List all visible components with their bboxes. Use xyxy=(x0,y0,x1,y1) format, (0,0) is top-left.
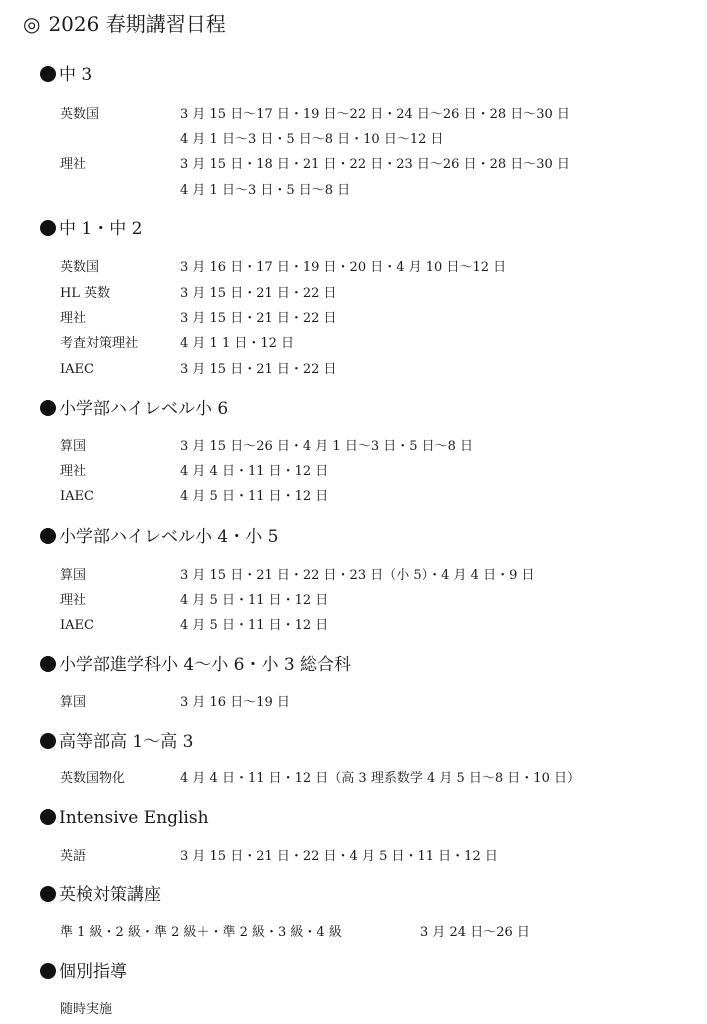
schedule-row xyxy=(60,104,700,126)
section-heading-text: 小学部進学科小 4〜小 6・小 3 総合科 xyxy=(59,655,352,675)
course-label: 算国 xyxy=(60,695,87,710)
schedule-row xyxy=(60,846,700,868)
schedule-dates: 3 月 15 日・21 日・22 日 xyxy=(180,286,337,301)
schedule-row xyxy=(60,257,700,279)
section-heading xyxy=(40,397,228,421)
schedule-dates: 4 月 1 日〜3 日・5 日〜8 日 xyxy=(180,183,351,198)
bullet-icon xyxy=(40,220,56,236)
schedule-row xyxy=(60,922,700,944)
schedule-row xyxy=(60,615,700,637)
schedule-dates: 3 月 15 日〜26 日・4 月 1 日〜3 日・5 日〜8 日 xyxy=(180,439,474,454)
section-heading-text: 英検対策講座 xyxy=(59,885,161,905)
schedule-dates: 3 月 24 日〜26 日 xyxy=(420,925,530,940)
course-label: 理社 xyxy=(60,464,87,479)
course-label: 算国 xyxy=(60,568,87,583)
bullet-icon xyxy=(40,733,56,749)
schedule-row xyxy=(60,129,700,151)
schedule-row xyxy=(60,180,700,202)
schedule-dates: 3 月 15 日〜17 日・19 日〜22 日・24 日〜26 日・28 日〜30 日 xyxy=(180,107,570,122)
bullet-icon xyxy=(40,886,56,902)
course-label: 理社 xyxy=(60,593,87,608)
schedule-row xyxy=(60,308,700,330)
bullet-icon xyxy=(40,400,56,416)
section-heading-text: 高等部高 1〜高 3 xyxy=(59,732,194,752)
bullet-icon xyxy=(40,656,56,672)
schedule-row xyxy=(60,692,700,714)
section-heading-text: 小学部ハイレベル小 4・小 5 xyxy=(59,527,279,547)
schedule-dates: 4 月 4 日・11 日・12 日 xyxy=(180,464,329,479)
section-heading-text: 中 3 xyxy=(59,65,93,85)
course-label: 理社 xyxy=(60,311,87,326)
section-heading xyxy=(40,525,278,549)
schedule-dates: 4 月 5 日・11 日・12 日 xyxy=(180,489,329,504)
section-heading xyxy=(40,63,92,87)
schedule-row xyxy=(60,333,700,355)
course-label: 準 1 級・2 級・準 2 級＋・準 2 級・3 級・4 級 xyxy=(60,925,342,940)
schedule-dates: 3 月 15 日・21 日・22 日 xyxy=(180,311,337,326)
course-label: 英語 xyxy=(60,849,87,864)
course-label: HL 英数 xyxy=(60,286,111,301)
course-label: 随時実施 xyxy=(60,1002,113,1017)
section-heading-text: 小学部ハイレベル小 6 xyxy=(59,399,229,419)
schedule-dates: 3 月 15 日・18 日・21 日・22 日・23 日〜26 日・28 日〜30 日 xyxy=(180,157,570,172)
bullet-icon xyxy=(40,66,56,82)
bullet-icon xyxy=(40,809,56,825)
schedule-dates: 3 月 16 日〜19 日 xyxy=(180,695,290,710)
schedule-dates: 4 月 1 日〜3 日・5 日〜8 日・10 日〜12 日 xyxy=(180,132,444,147)
section-heading xyxy=(40,883,161,907)
schedule-row xyxy=(60,486,700,508)
schedule-dates: 3 月 15 日・21 日・22 日・23 日（小 5）・4 月 4 日・9 日 xyxy=(180,568,535,583)
course-label: 英数国物化 xyxy=(60,771,126,786)
section-heading xyxy=(40,806,209,830)
course-label: 英数国 xyxy=(60,107,100,122)
course-label: IAEC xyxy=(60,362,94,377)
schedule-dates: 4 月 5 日・11 日・12 日 xyxy=(180,593,329,608)
schedule-dates: 4 月 1 1 日・12 日 xyxy=(180,336,295,351)
section-heading xyxy=(40,960,127,984)
page-title xyxy=(23,10,226,38)
bullet-icon xyxy=(40,528,56,544)
schedule-row xyxy=(60,999,700,1021)
section-heading xyxy=(40,730,193,754)
schedule-row xyxy=(60,436,700,458)
schedule-dates: 4 月 4 日・11 日・12 日（高 3 理系数学 4 月 5 日〜8 日・10 日） xyxy=(180,771,580,786)
course-label: 考査対策理社 xyxy=(60,336,139,351)
bullet-icon xyxy=(40,963,56,979)
schedule-dates: 3 月 15 日・21 日・22 日・4 月 5 日・11 日・12 日 xyxy=(180,849,498,864)
section-heading-text: 中 1・中 2 xyxy=(59,219,143,239)
double-circle-icon: ◎ xyxy=(23,12,41,36)
section-heading-text: 個別指導 xyxy=(59,962,127,982)
course-label: 英数国 xyxy=(60,260,100,275)
schedule-row xyxy=(60,154,700,176)
schedule-row xyxy=(60,461,700,483)
course-label: 理社 xyxy=(60,157,87,172)
course-label: IAEC xyxy=(60,489,94,504)
schedule-row xyxy=(60,590,700,612)
section-heading xyxy=(40,653,351,677)
schedule-row xyxy=(60,359,700,381)
section-heading-text: Intensive English xyxy=(59,808,209,828)
schedule-row xyxy=(60,768,700,790)
course-label: IAEC xyxy=(60,618,94,633)
schedule-dates: 3 月 16 日・17 日・19 日・20 日・4 月 10 日〜12 日 xyxy=(180,260,507,275)
schedule-dates: 4 月 5 日・11 日・12 日 xyxy=(180,618,329,633)
schedule-row xyxy=(60,283,700,305)
course-label: 算国 xyxy=(60,439,87,454)
schedule-dates: 3 月 15 日・21 日・22 日 xyxy=(180,362,337,377)
page-title-text: 2026 春期講習日程 xyxy=(48,12,226,36)
section-heading xyxy=(40,217,142,241)
schedule-row xyxy=(60,565,700,587)
